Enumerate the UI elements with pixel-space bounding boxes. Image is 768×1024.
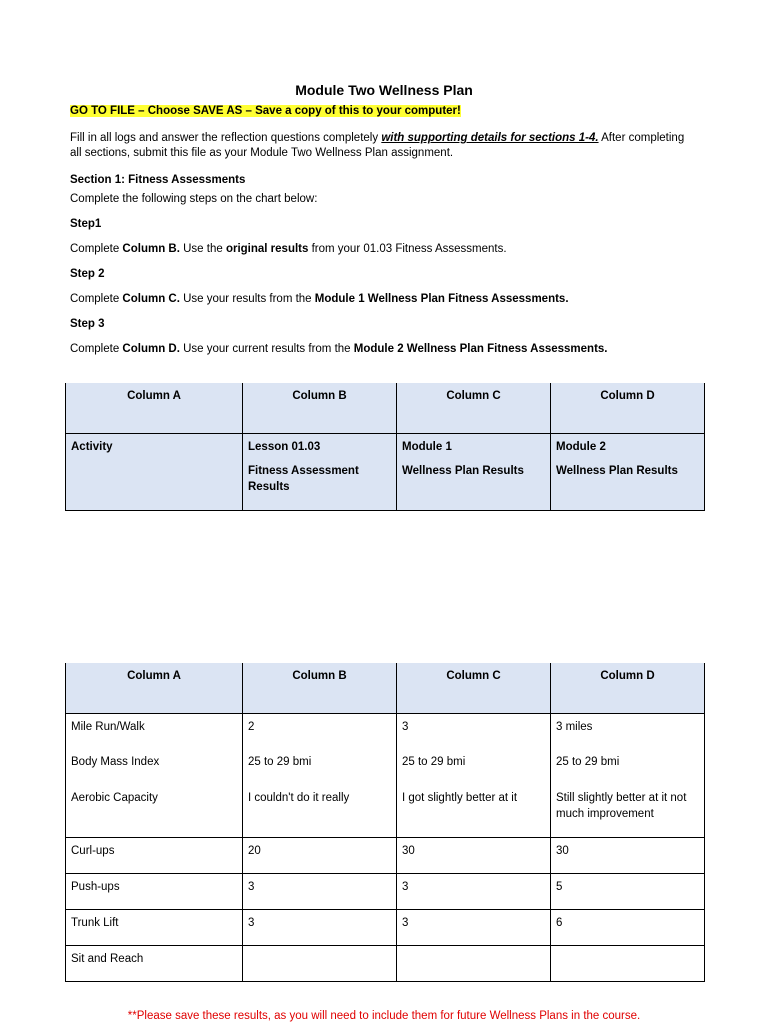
cell bbox=[551, 785, 705, 837]
cell[interactable] bbox=[243, 945, 397, 981]
col-c-value: 3 bbox=[402, 720, 409, 733]
cell bbox=[397, 909, 551, 945]
intro-paragraph bbox=[70, 131, 710, 161]
cell[interactable] bbox=[397, 945, 551, 981]
col-b-value: 2 bbox=[248, 720, 255, 733]
col-b-value: 3 bbox=[248, 916, 255, 929]
activity-name: Body Mass Index bbox=[71, 756, 160, 768]
step1-title: Step1 bbox=[70, 218, 102, 230]
cell bbox=[66, 909, 243, 945]
step2-d: Module 1 Wellness Plan Fitness Assessments. bbox=[314, 293, 569, 305]
col-c-line1: Module 1 bbox=[402, 440, 452, 453]
table-row bbox=[66, 837, 705, 873]
cell bbox=[66, 433, 243, 510]
step1-e: from your 01.03 Fitness Assessments. bbox=[308, 243, 507, 255]
table-row bbox=[66, 909, 705, 945]
cell bbox=[551, 713, 705, 749]
cell bbox=[243, 713, 397, 749]
cell[interactable] bbox=[551, 945, 705, 981]
step3-a: Complete bbox=[70, 343, 123, 355]
col-d-value: 3 miles bbox=[556, 720, 593, 733]
cell bbox=[551, 873, 705, 909]
activity-name: Push-ups bbox=[71, 880, 120, 893]
header-cell bbox=[551, 663, 705, 713]
cell bbox=[397, 713, 551, 749]
cell bbox=[243, 749, 397, 785]
cell bbox=[66, 837, 243, 873]
intro-emphasis: with supporting details for sections 1-4. bbox=[381, 132, 599, 144]
step2-title: Step 2 bbox=[70, 268, 105, 280]
table-row bbox=[66, 945, 705, 981]
cell bbox=[551, 749, 705, 785]
cell bbox=[397, 433, 551, 510]
step3-c: Use your current results from the bbox=[179, 343, 354, 355]
header-cell bbox=[66, 663, 243, 713]
highlight-text: GO TO FILE – Choose SAVE AS – Save a copy of this to your computer! bbox=[70, 105, 461, 117]
col-c-value: 25 to 29 bmi bbox=[402, 756, 466, 768]
col-c-value-empty[interactable] bbox=[397, 946, 550, 955]
steps-intro: Complete the following steps on the chart below: bbox=[70, 193, 318, 205]
col-c-value: 3 bbox=[402, 880, 409, 893]
col-d-line2: Wellness Plan Results bbox=[556, 464, 678, 477]
table-header-row bbox=[66, 663, 705, 713]
cell bbox=[551, 837, 705, 873]
step1-c: Use the bbox=[179, 243, 226, 255]
col-d-label bbox=[551, 434, 704, 483]
activity-name: Aerobic Capacity bbox=[71, 792, 158, 804]
step3-d: Module 2 Wellness Plan Fitness Assessments. bbox=[353, 343, 608, 355]
save-instruction bbox=[70, 104, 461, 119]
cell bbox=[397, 785, 551, 837]
intro-text: Fill in all logs and answer the reflection questions completely bbox=[70, 132, 382, 144]
header-cell bbox=[397, 663, 551, 713]
activity-label: Activity bbox=[71, 440, 113, 453]
cell bbox=[243, 909, 397, 945]
cell bbox=[243, 785, 397, 837]
col-c-label bbox=[397, 434, 550, 483]
section-heading: Section 1: Fitness Assessments bbox=[70, 174, 246, 186]
col-c-value: 30 bbox=[402, 844, 415, 857]
save-note: **Please save these results, as you will need to include them for future Wellness Plans in the course. bbox=[127, 1010, 641, 1022]
activity-name: Mile Run/Walk bbox=[71, 720, 145, 733]
col-c-line2: Wellness Plan Results bbox=[402, 464, 524, 477]
header-table bbox=[65, 383, 705, 511]
step2-a: Complete bbox=[70, 293, 123, 305]
cell bbox=[243, 433, 397, 510]
table-row bbox=[66, 713, 705, 749]
col-b-label bbox=[243, 434, 396, 499]
step1-a: Complete bbox=[70, 243, 123, 255]
activity-name: Trunk Lift bbox=[71, 916, 119, 929]
col-d-value: 25 to 29 bmi bbox=[556, 756, 620, 768]
col-c-value: I got slightly better at it bbox=[402, 792, 518, 804]
header-cell bbox=[243, 383, 397, 433]
cell bbox=[66, 749, 243, 785]
step1-b: Column B. bbox=[122, 243, 180, 255]
step3-b: Column D. bbox=[122, 343, 180, 355]
cell bbox=[397, 873, 551, 909]
header-cell bbox=[397, 383, 551, 433]
header-col-b: Column B bbox=[292, 670, 347, 682]
header-col-d: Column D bbox=[600, 670, 655, 682]
header-cell bbox=[243, 663, 397, 713]
step3-title: Step 3 bbox=[70, 318, 105, 330]
col-d-line1: Module 2 bbox=[556, 440, 606, 453]
table-header-row bbox=[66, 383, 705, 433]
cell bbox=[551, 433, 705, 510]
step1-d: original results bbox=[225, 243, 309, 255]
table-row bbox=[66, 785, 705, 837]
col-d-value: 5 bbox=[556, 880, 563, 893]
step1-text bbox=[70, 242, 507, 257]
activity-name: Curl-ups bbox=[71, 844, 115, 857]
intro-text-2: After completing bbox=[598, 132, 685, 144]
table-row bbox=[66, 749, 705, 785]
cell bbox=[397, 837, 551, 873]
header-col-c: Column C bbox=[446, 670, 501, 682]
col-b-value: 3 bbox=[248, 880, 255, 893]
col-b-value-empty[interactable] bbox=[243, 946, 396, 955]
header-cell bbox=[551, 383, 705, 433]
header-col-b: Column B bbox=[292, 390, 347, 402]
col-b-line1: Lesson 01.03 bbox=[248, 440, 321, 453]
results-table bbox=[65, 663, 705, 982]
cell bbox=[397, 749, 551, 785]
table-row bbox=[66, 433, 705, 510]
col-d-value: Still slightly better at it not much improvement bbox=[556, 792, 687, 820]
col-b-line2: Fitness Assessment Results bbox=[248, 464, 359, 493]
header-col-a: Column A bbox=[127, 390, 181, 402]
doc-title: Module Two Wellness Plan bbox=[295, 82, 473, 98]
cell bbox=[243, 873, 397, 909]
col-d-value: 30 bbox=[556, 844, 569, 857]
step2-c: Use your results from the bbox=[179, 293, 315, 305]
col-d-value-empty[interactable] bbox=[551, 946, 704, 955]
cell bbox=[66, 873, 243, 909]
cell bbox=[551, 909, 705, 945]
cell bbox=[66, 785, 243, 837]
cell bbox=[66, 713, 243, 749]
col-b-value: I couldn't do it really bbox=[248, 792, 350, 804]
cell bbox=[66, 945, 243, 981]
step2-b: Column C. bbox=[122, 293, 180, 305]
header-col-d: Column D bbox=[600, 390, 655, 402]
col-b-value: 25 to 29 bmi bbox=[248, 756, 312, 768]
cell bbox=[243, 837, 397, 873]
step3-text bbox=[70, 342, 608, 357]
intro-text-3: all sections, submit this file as your Module Two Wellness Plan assignment. bbox=[70, 147, 454, 159]
header-cell bbox=[66, 383, 243, 433]
step2-text bbox=[70, 292, 569, 307]
activity-name: Sit and Reach bbox=[71, 952, 144, 965]
table-row bbox=[66, 873, 705, 909]
col-c-value: 3 bbox=[402, 916, 409, 929]
header-col-a: Column A bbox=[127, 670, 181, 682]
col-b-value: 20 bbox=[248, 844, 261, 857]
header-col-c: Column C bbox=[446, 390, 501, 402]
col-d-value: 6 bbox=[556, 916, 563, 929]
